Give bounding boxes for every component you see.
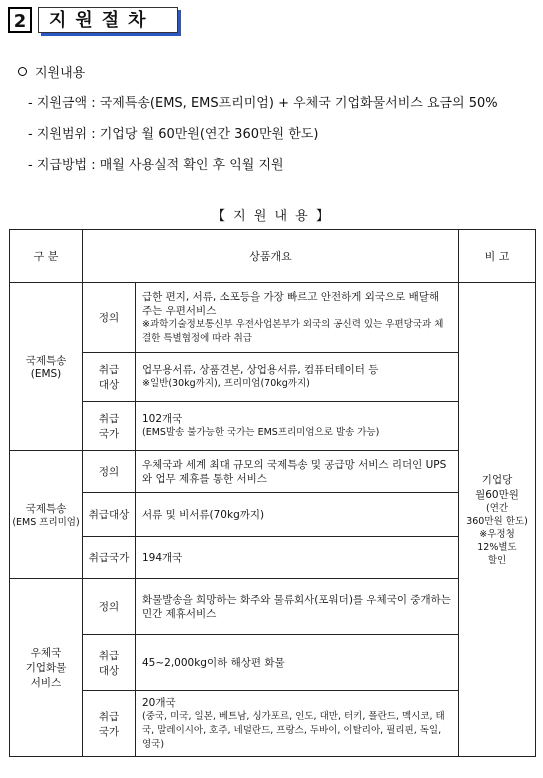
row-note: ※과학기술정보통신부 우전사업본부가 외국의 공신력 있는 우편당국과 체결한 특별협정에 따라 취급 <box>142 318 444 344</box>
table-row <box>10 635 536 691</box>
table-header-row <box>10 230 536 283</box>
remark-line: (연간 <box>485 503 509 514</box>
intro-item: - 지원금액 : 국제특송(EMS, EMS프리미엄) + 우체국 기업화물서비스 요금의 50% <box>28 96 498 111</box>
remark-cell <box>459 283 536 757</box>
row-label <box>83 493 136 537</box>
group-name-line: 국제특송 <box>25 502 67 515</box>
table-row <box>10 451 536 493</box>
row-note: ※일반(30kg까지), 프리미엄(70kg까지) <box>142 378 310 389</box>
group-name-line: 우체국 <box>30 647 62 659</box>
row-label <box>83 283 136 353</box>
table-title: 【 지 원 내 용 】 <box>212 209 331 224</box>
row-label-line: 취급 <box>98 649 120 662</box>
header-category: 구 분 <box>10 230 83 283</box>
header-remark: 비 고 <box>459 230 536 283</box>
row-content <box>136 353 459 402</box>
remark-line: 12%별도 <box>477 542 517 553</box>
group-name <box>10 579 83 757</box>
table-row <box>10 579 536 635</box>
remark-line: 할인 <box>487 555 507 566</box>
row-label-line: 정의 <box>98 601 120 613</box>
row-label <box>83 635 136 691</box>
row-label-line: 정의 <box>98 312 120 324</box>
row-text: 194개국 <box>142 551 183 564</box>
row-content <box>136 579 459 635</box>
row-content <box>136 283 459 353</box>
row-content <box>136 493 459 537</box>
row-text: 45~2,000kg이하 해상편 화물 <box>142 656 285 669</box>
row-label <box>83 451 136 493</box>
row-label-line: 국가 <box>98 725 120 738</box>
intro-item: - 지급방법 : 매월 사용실적 확인 후 익월 지원 <box>28 158 284 173</box>
group-name <box>10 451 83 579</box>
row-text: 102개국 <box>142 413 183 425</box>
row-text: 20개국 <box>142 696 176 709</box>
row-text: 급한 편지, 서류, 소포등을 가장 빠르고 안전하게 외국으로 배달해 주는 우편서비스 <box>142 290 440 317</box>
section-number: 2 <box>8 7 32 33</box>
row-note: (중국, 미국, 일본, 베트남, 싱가포르, 인도, 대만, 터키, 폴란드, 멕시코, 태국, 말레이시아, 호주, 네덜란드, 프랑스, 두바이, 이탈리아, 필리핀, 독일, 영국) <box>142 710 445 750</box>
row-label-line: 취급 <box>98 413 120 425</box>
row-label-line: 대상 <box>98 379 120 391</box>
row-content <box>136 537 459 579</box>
support-table <box>9 229 536 757</box>
row-label-line: 취급 <box>98 364 120 376</box>
intro-heading: 지원내용 <box>35 66 86 81</box>
row-content <box>136 691 459 757</box>
row-label-line: 국가 <box>98 428 120 440</box>
row-text: 업무용서류, 상품견본, 상업용서류, 컴퓨터테이터 등 <box>142 364 379 376</box>
remark-line: ※우정청 <box>479 529 515 540</box>
row-label <box>83 691 136 757</box>
table-row <box>10 537 536 579</box>
row-label <box>83 537 136 579</box>
row-label-line: 취급국가 <box>88 552 130 564</box>
table-row <box>10 402 536 451</box>
row-label-line: 정의 <box>98 466 120 478</box>
table-row <box>10 691 536 757</box>
section-title: 지원절차 <box>38 7 178 33</box>
table-row <box>10 283 536 353</box>
row-label-line: 취급대상 <box>88 509 130 521</box>
group-name-line: 기업화물 <box>25 662 67 674</box>
group-name-line: 서비스 <box>30 677 62 689</box>
row-text: 서류 및 비서류(70kg까지) <box>142 508 265 521</box>
row-content <box>136 402 459 451</box>
row-note: (EMS발송 불가능한 국가는 EMS프리미엄으로 발송 가능) <box>142 427 380 438</box>
group-name-line: (EMS) <box>30 368 62 380</box>
intro-item: - 지원범위 : 기업당 월 60만원(연간 360만원 한도) <box>28 127 319 142</box>
row-label-line: 대상 <box>98 664 120 677</box>
row-label <box>83 353 136 402</box>
header-overview: 상품개요 <box>83 230 459 283</box>
row-content <box>136 451 459 493</box>
row-text: 화물발송을 희망하는 화주와 물류회사(포워더)를 우체국이 중개하는 민간 제휴서비스 <box>142 593 451 620</box>
row-label <box>83 579 136 635</box>
remark-line: 360만원 한도) <box>466 516 528 527</box>
group-name <box>10 283 83 451</box>
circle-bullet-icon <box>18 67 27 76</box>
row-content <box>136 635 459 691</box>
row-label <box>83 402 136 451</box>
group-name-line: (EMS 프리미엄) <box>12 516 80 528</box>
group-name-line: 국제특송 <box>25 355 67 367</box>
table-row <box>10 353 536 402</box>
remark-line: 기업당 <box>481 474 513 486</box>
remark-line: 월60만원 <box>475 489 519 501</box>
row-text: 우체국과 세계 최대 규모의 국제특송 및 공급망 서비스 리더인 UPS와 업무 제휴를 통한 서비스 <box>142 458 447 485</box>
row-label-line: 취급 <box>98 710 120 723</box>
table-row <box>10 493 536 537</box>
intro-heading-line <box>18 62 85 81</box>
